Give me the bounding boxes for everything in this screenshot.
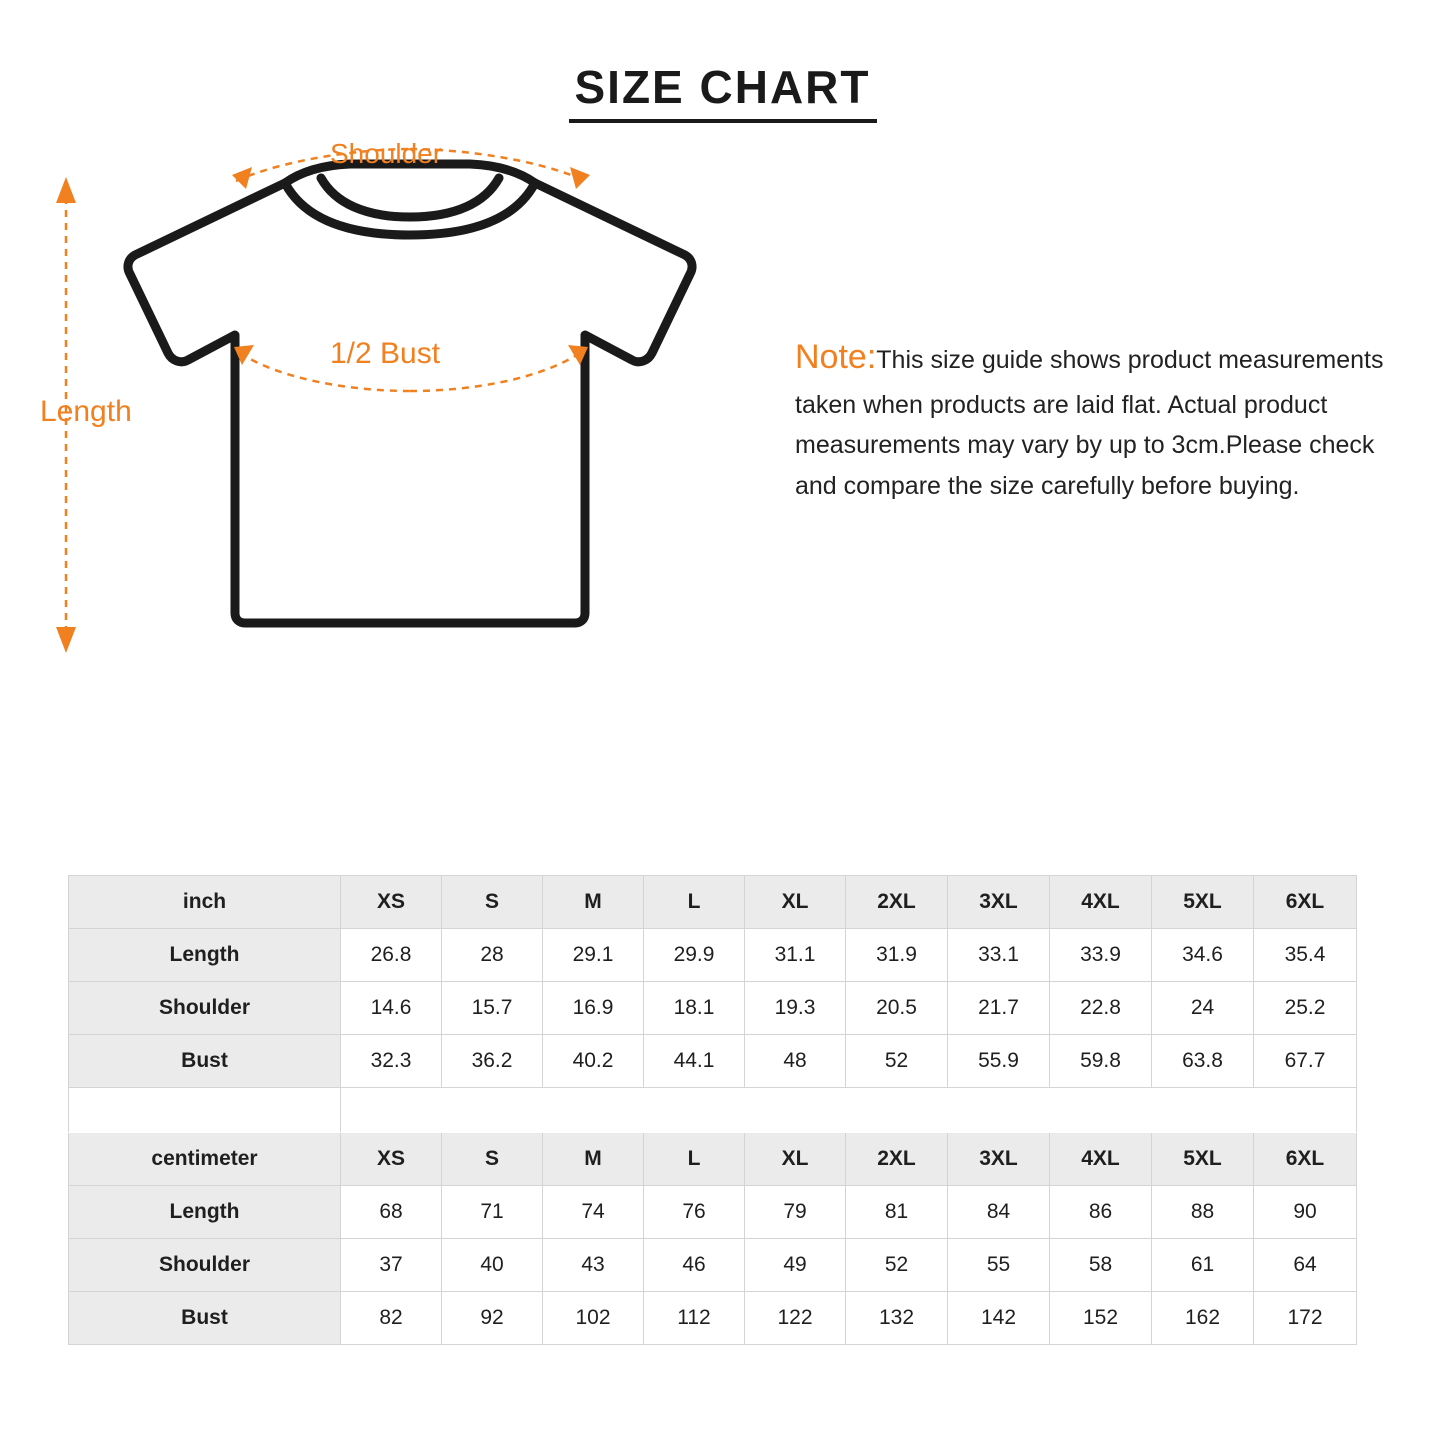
cell: 48 <box>745 1035 846 1088</box>
cell: 86 <box>1050 1186 1152 1239</box>
shoulder-label: Shoulder <box>330 137 443 169</box>
cell: 81 <box>846 1186 948 1239</box>
cell: 64 <box>1254 1239 1357 1292</box>
shoulder-arrow-right-head <box>570 167 590 189</box>
cell: 82 <box>341 1292 442 1345</box>
cell: 22.8 <box>1050 982 1152 1035</box>
shoulder-arrow-left-head <box>232 167 252 189</box>
cell: 84 <box>948 1186 1050 1239</box>
cell: 37 <box>341 1239 442 1292</box>
size-table-container <box>68 875 1356 1345</box>
cell: 52 <box>846 1035 948 1088</box>
size-header: 4XL <box>1050 1133 1152 1186</box>
cell: 49 <box>745 1239 846 1292</box>
table-row <box>69 1035 1357 1088</box>
row-label: Shoulder <box>69 982 341 1035</box>
size-header: 6XL <box>1254 876 1357 929</box>
spacer-cell <box>543 1088 644 1133</box>
cell: 40 <box>442 1239 543 1292</box>
size-header: 2XL <box>846 1133 948 1186</box>
cell: 61 <box>1152 1239 1254 1292</box>
page-title-container <box>0 0 1445 123</box>
cell: 67.7 <box>1254 1035 1357 1088</box>
cell: 76 <box>644 1186 745 1239</box>
table-row <box>69 929 1357 982</box>
cell: 28 <box>442 929 543 982</box>
note-label: Note: <box>795 337 877 376</box>
cell: 40.2 <box>543 1035 644 1088</box>
size-header: 4XL <box>1050 876 1152 929</box>
cell: 31.9 <box>846 929 948 982</box>
row-label: Bust <box>69 1292 341 1345</box>
cell: 15.7 <box>442 982 543 1035</box>
page-title: SIZE CHART <box>569 62 877 123</box>
table-row <box>69 1186 1357 1239</box>
cell: 59.8 <box>1050 1035 1152 1088</box>
cell: 55 <box>948 1239 1050 1292</box>
cell: 24 <box>1152 982 1254 1035</box>
cell: 52 <box>846 1239 948 1292</box>
cell: 20.5 <box>846 982 948 1035</box>
cell: 16.9 <box>543 982 644 1035</box>
cell: 29.9 <box>644 929 745 982</box>
spacer-cell <box>1050 1088 1152 1133</box>
size-header: M <box>543 1133 644 1186</box>
size-header: 3XL <box>948 1133 1050 1186</box>
diagram-and-note-section <box>0 123 1445 763</box>
table-row <box>69 1239 1357 1292</box>
size-header: L <box>644 876 745 929</box>
cell: 79 <box>745 1186 846 1239</box>
cell: 31.1 <box>745 929 846 982</box>
table-row <box>69 1292 1357 1345</box>
size-header: 5XL <box>1152 1133 1254 1186</box>
size-header: M <box>543 876 644 929</box>
spacer-cell <box>1152 1088 1254 1133</box>
size-header: XS <box>341 876 442 929</box>
table-row <box>69 876 1357 929</box>
cell: 71 <box>442 1186 543 1239</box>
spacer-cell <box>644 1088 745 1133</box>
cell: 32.3 <box>341 1035 442 1088</box>
tshirt-outline-icon <box>128 164 692 623</box>
cell: 162 <box>1152 1292 1254 1345</box>
note-paragraph <box>795 330 1395 507</box>
size-header: S <box>442 876 543 929</box>
size-header: XL <box>745 876 846 929</box>
cell: 19.3 <box>745 982 846 1035</box>
spacer-cell <box>1254 1088 1357 1133</box>
cell: 46 <box>644 1239 745 1292</box>
spacer-cell <box>69 1088 341 1133</box>
row-label: Length <box>69 929 341 982</box>
spacer-cell <box>341 1088 442 1133</box>
row-label: Length <box>69 1186 341 1239</box>
cell: 152 <box>1050 1292 1152 1345</box>
note-block <box>795 305 1395 532</box>
row-label: Shoulder <box>69 1239 341 1292</box>
spacer-cell <box>948 1088 1050 1133</box>
unit-header-inch: inch <box>69 876 341 929</box>
cell: 25.2 <box>1254 982 1357 1035</box>
length-arrow-bottom-head <box>56 627 76 653</box>
cell: 63.8 <box>1152 1035 1254 1088</box>
length-arrow-top-head <box>56 177 76 203</box>
cell: 26.8 <box>341 929 442 982</box>
cell: 172 <box>1254 1292 1357 1345</box>
size-header: S <box>442 1133 543 1186</box>
cell: 68 <box>341 1186 442 1239</box>
cell: 132 <box>846 1292 948 1345</box>
spacer-cell <box>745 1088 846 1133</box>
length-label: Length <box>40 394 132 428</box>
cell: 74 <box>543 1186 644 1239</box>
cell: 92 <box>442 1292 543 1345</box>
cell: 122 <box>745 1292 846 1345</box>
table-row <box>69 982 1357 1035</box>
cell: 43 <box>543 1239 644 1292</box>
bust-label: 1/2 Bust <box>330 336 441 370</box>
size-header: 5XL <box>1152 876 1254 929</box>
size-header: XS <box>341 1133 442 1186</box>
cell: 102 <box>543 1292 644 1345</box>
cell: 36.2 <box>442 1035 543 1088</box>
cell: 14.6 <box>341 982 442 1035</box>
unit-header-centimeter: centimeter <box>69 1133 341 1186</box>
tshirt-diagram <box>40 137 760 723</box>
size-table-body <box>69 876 1357 1345</box>
cell: 33.9 <box>1050 929 1152 982</box>
size-header: L <box>644 1133 745 1186</box>
cell: 112 <box>644 1292 745 1345</box>
cell: 142 <box>948 1292 1050 1345</box>
spacer-cell <box>846 1088 948 1133</box>
size-header: 2XL <box>846 876 948 929</box>
table-spacer-row <box>69 1088 1357 1133</box>
cell: 34.6 <box>1152 929 1254 982</box>
cell: 21.7 <box>948 982 1050 1035</box>
size-header: XL <box>745 1133 846 1186</box>
table-row <box>69 1133 1357 1186</box>
cell: 58 <box>1050 1239 1152 1292</box>
size-header: 3XL <box>948 876 1050 929</box>
cell: 33.1 <box>948 929 1050 982</box>
cell: 55.9 <box>948 1035 1050 1088</box>
cell: 35.4 <box>1254 929 1357 982</box>
spacer-cell <box>442 1088 543 1133</box>
cell: 90 <box>1254 1186 1357 1239</box>
row-label: Bust <box>69 1035 341 1088</box>
note-body: This size guide shows product measurements taken when products are laid flat. Actual product measurements may vary by up to 3cm.Please check and compare the size carefully before buying. <box>795 345 1384 500</box>
cell: 18.1 <box>644 982 745 1035</box>
cell: 44.1 <box>644 1035 745 1088</box>
size-header: 6XL <box>1254 1133 1357 1186</box>
cell: 88 <box>1152 1186 1254 1239</box>
cell: 29.1 <box>543 929 644 982</box>
size-table <box>68 875 1357 1345</box>
